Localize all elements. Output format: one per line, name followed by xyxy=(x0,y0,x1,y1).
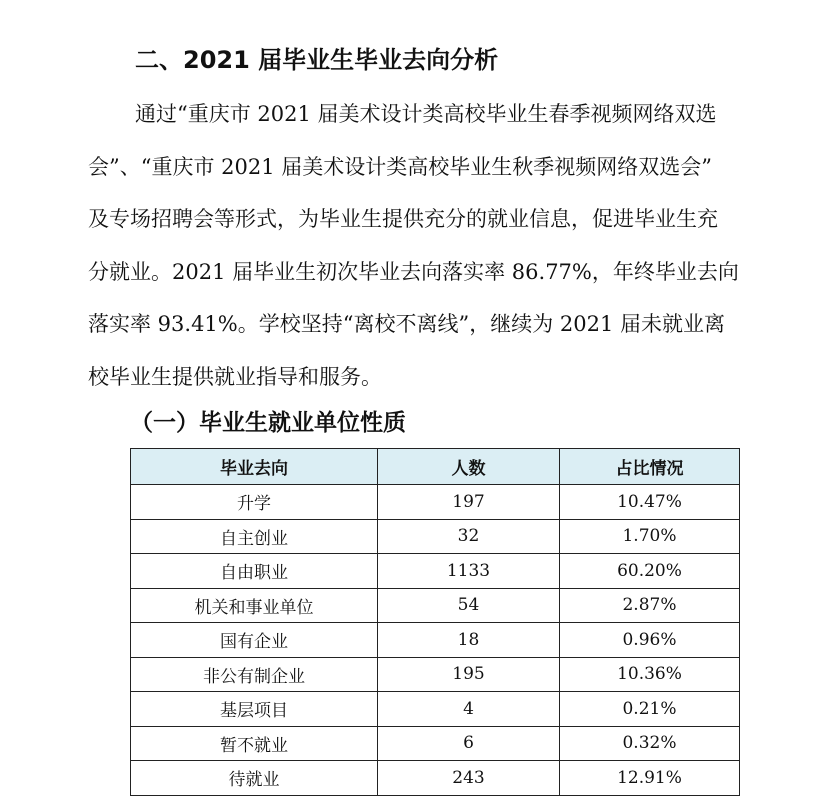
cell-count: 197 xyxy=(378,485,560,520)
cell-destination: 国有企业 xyxy=(131,623,378,658)
table-row xyxy=(131,657,740,692)
cell-count: 54 xyxy=(378,588,560,623)
paragraph-line: 校毕业生提供就业指导和服务。 xyxy=(88,364,382,389)
cell-destination: 自由职业 xyxy=(131,554,378,589)
cell-count: 4 xyxy=(378,692,560,727)
cell-count: 6 xyxy=(378,726,560,761)
cell-destination: 待就业 xyxy=(131,761,378,796)
table-row xyxy=(131,692,740,727)
cell-destination: 暂不就业 xyxy=(131,726,378,761)
cell-ratio: 1.70% xyxy=(560,519,740,554)
paragraph-line: 通过“重庆市 2021 届美术设计类高校毕业生春季视频网络双选 xyxy=(135,102,717,126)
paragraph-line: 分就业。2021 届毕业生初次毕业去向落实率 86.77%，年终毕业去向 xyxy=(88,259,739,284)
header-count: 人数 xyxy=(378,449,560,485)
cell-destination: 自主创业 xyxy=(131,519,378,554)
cell-ratio: 10.36% xyxy=(560,657,740,692)
table-row xyxy=(131,588,740,623)
table-header-row xyxy=(131,449,740,485)
cell-ratio: 0.32% xyxy=(560,726,740,761)
cell-ratio: 2.87% xyxy=(560,588,740,623)
cell-ratio: 0.96% xyxy=(560,623,740,658)
cell-ratio: 10.47% xyxy=(560,485,740,520)
cell-destination: 基层项目 xyxy=(131,692,378,727)
header-ratio: 占比情况 xyxy=(560,449,740,485)
section-title: 二、2021 届毕业生毕业去向分析 xyxy=(135,46,499,74)
paragraph-line: 会”、“重庆市 2021 届美术设计类高校毕业生秋季视频网络双选会” xyxy=(88,154,712,179)
cell-ratio: 60.20% xyxy=(560,554,740,589)
cell-ratio: 0.21% xyxy=(560,692,740,727)
table-row xyxy=(131,761,740,796)
table-row xyxy=(131,623,740,658)
paragraph-line: 落实率 93.41%。学校坚持“离校不离线”，继续为 2021 届未就业离 xyxy=(88,312,726,337)
cell-ratio: 12.91% xyxy=(560,761,740,796)
paragraph xyxy=(88,88,778,404)
subsection-title: （一）毕业生就业单位性质 xyxy=(130,410,406,436)
cell-count: 243 xyxy=(378,761,560,796)
employment-table xyxy=(130,448,740,796)
cell-count: 1133 xyxy=(378,554,560,589)
cell-destination: 机关和事业单位 xyxy=(131,588,378,623)
table-row xyxy=(131,519,740,554)
paragraph-line: 及专场招聘会等形式，为毕业生提供充分的就业信息，促进毕业生充 xyxy=(88,207,718,232)
cell-destination: 升学 xyxy=(131,485,378,520)
table-row xyxy=(131,554,740,589)
table-row xyxy=(131,726,740,761)
header-destination: 毕业去向 xyxy=(131,449,378,485)
table-row xyxy=(131,485,740,520)
cell-count: 32 xyxy=(378,519,560,554)
cell-count: 18 xyxy=(378,623,560,658)
cell-destination: 非公有制企业 xyxy=(131,657,378,692)
cell-count: 195 xyxy=(378,657,560,692)
